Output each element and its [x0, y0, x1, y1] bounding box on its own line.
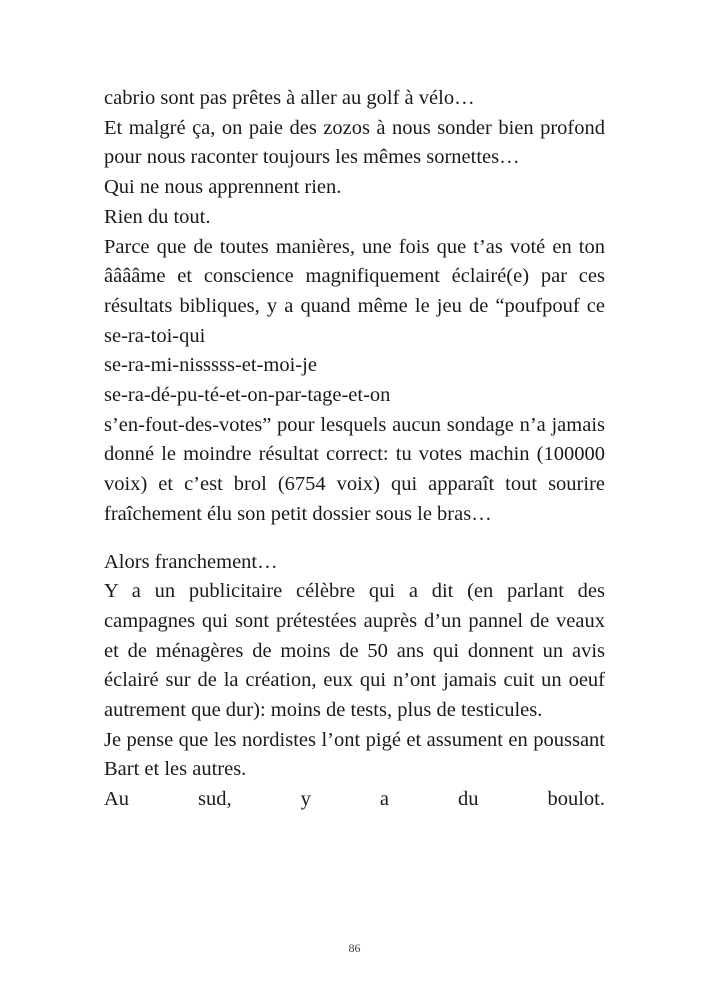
paragraph-3: Qui ne nous apprennent rien. — [104, 176, 342, 199]
page-number: 86 — [348, 941, 361, 955]
paragraph-11: Je pense que les nordistes l’ont pigé et assument en poussant Bart et les autres. — [104, 728, 605, 781]
paragraph-5: Parce que de toutes manières, une fois que t’as voté en ton ââââme et conscience magnifiquement éclairé(e) par ces résultats bibliques, y a quand même le jeu de “poufpouf ce se-ra-toi-qui — [104, 235, 605, 347]
paragraph-8: s’en-fout-des-votes” pour lesquels aucun sondage n’a jamais donné le moindre résultat correct: tu votes machin (100000 voix) et c’est brol (6754 voix) qui apparaît tout sourire fraîchement élu son petit dossier sous le bras… — [104, 413, 605, 525]
paragraph-1: cabrio sont pas prêtes à aller au golf à vélo… — [104, 87, 475, 109]
paragraph-10: Y a un publicitaire célèbre qui a dit (en parlant des campagnes qui sont prétestées auprès d’un pannel de veaux et de ménagères de moins de 50 ans qui donnent un avis éclairé sur de la création, eux qui n’ont jamais cuit un oeuf autrement que dur): moins de tests, plus de testicules. — [104, 580, 605, 722]
paragraph-7: se-ra-dé-pu-té-et-on-par-tage-et-on — [104, 384, 391, 407]
paragraph-2: Et malgré ça, on paie des zozos à nous sonder bien profond pour nous raconter toujours les mêmes sornettes… — [104, 116, 605, 169]
paragraph-12: Au sud, y a du boulot. — [104, 788, 605, 811]
paragraph-6: se-ra-mi-nisssss-et-moi-je — [104, 354, 317, 377]
body-text — [104, 84, 605, 815]
paragraph-4: Rien du tout. — [104, 205, 211, 228]
paragraph-9: Alors franchement… — [104, 550, 278, 573]
